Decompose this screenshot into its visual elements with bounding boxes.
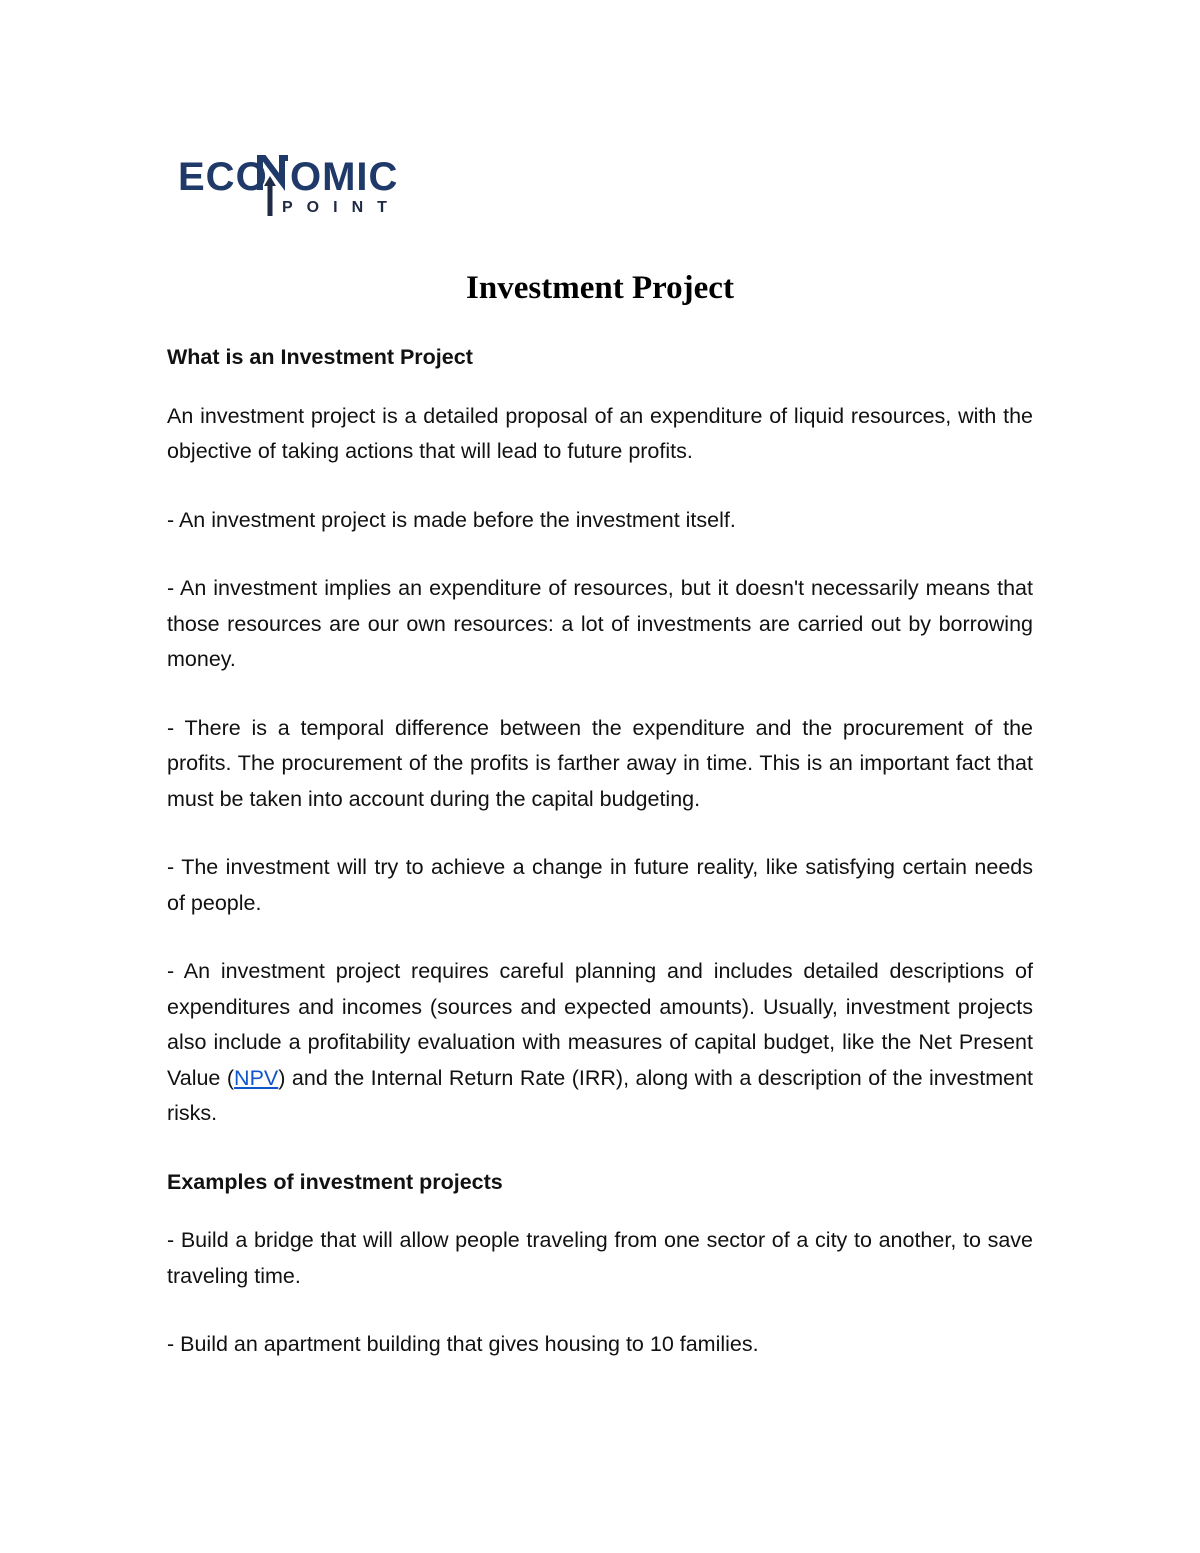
- section-heading-examples: Examples of investment projects: [167, 1169, 503, 1194]
- paragraph: - Build a bridge that will allow people traveling from one sector of a city to another, to save traveling time.: [167, 1228, 1033, 1288]
- paragraph: - An investment implies an expenditure of resources, but it doesn't necessarily means that those resources are our own resources: a lot of investments are carried out by borrowing money.: [167, 576, 1033, 671]
- document-title: Investment Project: [466, 270, 734, 306]
- economic-point-logo: [178, 150, 428, 220]
- paragraph: - An investment project is made before the investment itself.: [167, 507, 736, 532]
- svg-text:ECO: ECO: [178, 155, 268, 199]
- paragraph: - The investment will try to achieve a change in future reality, like satisfying certain needs of people.: [167, 855, 1033, 915]
- paragraph: An investment project is a detailed proposal of an expenditure of liquid resources, with the objective of taking actions that will lead to future profits.: [167, 403, 1033, 463]
- paragraph: - There is a temporal difference between the expenditure and the procurement of the profits. The procurement of the profits is farther away in time. This is an important fact that must be taken into account during the capital budgeting.: [167, 715, 1033, 811]
- paragraph-text: ) and the Internal Return Rate (IRR), along with a description of the investment risks.: [167, 1065, 1033, 1125]
- paragraph-with-link: [167, 954, 1033, 1132]
- paragraph: - Build an apartment building that gives housing to 10 families.: [167, 1332, 759, 1356]
- document-body: [167, 340, 1033, 1396]
- npv-link[interactable]: NPV: [234, 1065, 279, 1090]
- section-heading-what-is: What is an Investment Project: [167, 345, 473, 369]
- svg-text:POINT: POINT: [282, 199, 401, 216]
- svg-text:OMIC: OMIC: [290, 155, 399, 199]
- paragraph-text: - An investment project requires careful planning and includes detailed descriptions of expenditures and incomes (sources and expected amounts). Usually, investment projects also include a profitability evaluation with measures of capital budget, like the Net Present Value (: [167, 959, 1033, 1090]
